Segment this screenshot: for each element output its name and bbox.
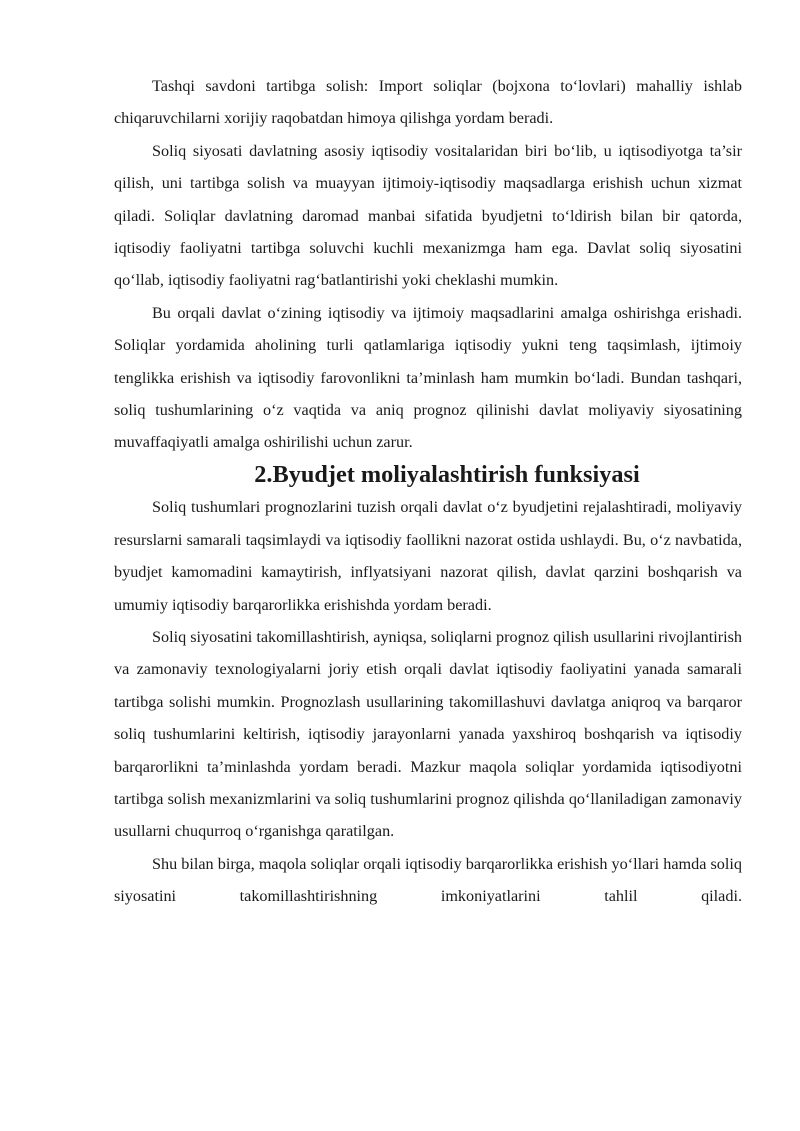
paragraph-forecasting-methods: Soliq siyosatini takomillashtirish, ayniqsa, soliqlarni prognoz qilish usullarini rivojlantirish va zamonaviy texnologiyalarni joriy etish orqali davlat iqtisodiy faoliyatini yanada samarali tartibga solishi mumkin. Prognozlash usullarining takomillashuvi davlatga aniqroq va barqaror soliq tushumlarini keltirish, iqtisodiy jarayonlarni yanada yaxshiroq boshqarish va iqtisodiy barqarorlikni ta’minlashda yordam beradi. Mazkur maqola soliqlar yordamida iqtisodiyotni tartibga solish mexanizmlarini va soliq tushumlarini prognoz qilishda qo‘llaniladigan zamonaviy usullarni chuqurroq o‘rganishga qaratilgan. bbox=[114, 627, 742, 841]
section-heading: 2.Byudjet moliyalashtirish funksiyasi bbox=[254, 460, 640, 488]
paragraph-tax-policy: Soliq siyosati davlatning asosiy iqtisodiy vositalaridan biri bo‘lib, u iqtisodiyotga ta’sir qilish, uni tartibga solish va muayyan ijtimoiy-iqtisodiy maqsadlarga erishish uchun xizmat qiladi. Soliqlar davlatning daromad manbai sifatida byudjetni to‘ldirish bilan bir qatorda, iqtisodiy faoliyatni tartibga soluvchi kuchli mexanizmga ham ega. Davlat soliq siyosatini qo‘llab, iqtisodiy faoliyatni rag‘batlantirishi yoki cheklashi mumkin. bbox=[114, 141, 742, 290]
paragraph-import-taxes: Tashqi savdoni tartibga solish: Import soliqlar (bojxona to‘lovlari) mahalliy ishlab chiqaruvchilarni xorijiy raqobatdan himoya qilishga yordam beradi. bbox=[114, 77, 742, 128]
paragraph-budget-planning: Soliq tushumlari prognozlarini tuzish orqali davlat o‘z byudjetini rejalashtiradi, moliyaviy resurslarni samarali taqsimlaydi va iqtisodiy faollikni nazorat ostida ushlaydi. Bu, o‘z navbatida, byudjet kamomadini kamaytirish, inflyatsiyani nazorat qilish, davlat qarzini boshqarish va umumiy iqtisodiy barqarorlikka erishishda yordam beradi. bbox=[114, 498, 742, 614]
document-body bbox=[114, 70, 742, 913]
paragraph-conclusion: Shu bilan birga, maqola soliqlar orqali iqtisodiy barqarorlikka erishish yo‘llari hamda soliq siyosatini takomillashtirishning imkoniyatlarini tahlil qiladi. bbox=[114, 854, 742, 906]
paragraph-state-goals: Bu orqali davlat o‘zining iqtisodiy va ijtimoiy maqsadlarini amalga oshirishga erishadi. Soliqlar yordamida aholining turli qatlamlariga iqtisodiy yukni teng taqsimlash, ijtimoiy tenglikka erishish va iqtisodiy farovonlikni ta’minlash ham mumkin bo‘ladi. Bundan tashqari, soliq tushumlarining o‘z vaqtida va aniq prognoz qilinishi davlat moliyaviy siyosatining muvaffaqiyatli amalga oshirilishi uchun zarur. bbox=[114, 303, 742, 452]
